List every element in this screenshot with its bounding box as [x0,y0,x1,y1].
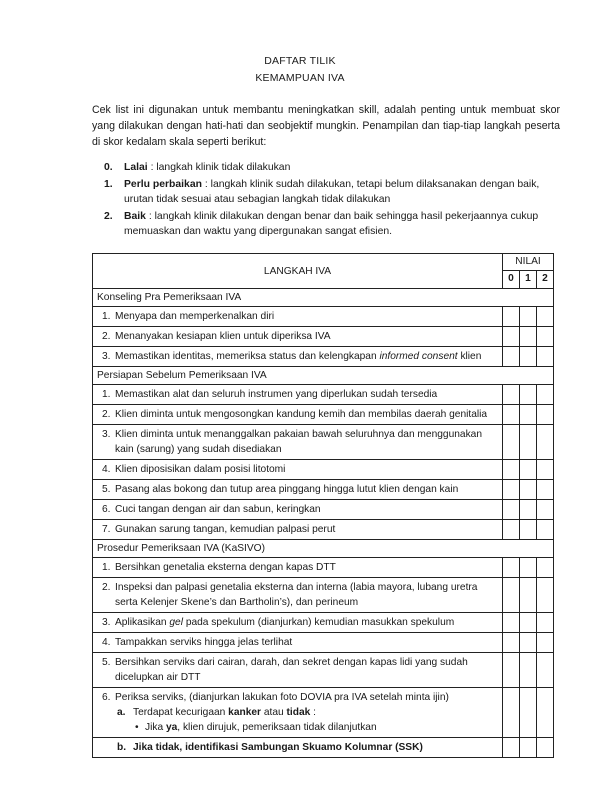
score-cell-1[interactable] [520,480,537,500]
score-cell-0[interactable] [503,578,520,613]
score-cell-0[interactable] [503,327,520,347]
col-header-step: LANGKAH IVA [93,254,503,289]
step-text: Gunakan sarung tangan, kemudian palpasi perut [115,524,336,535]
score-cell-0[interactable] [503,633,520,653]
step-text: Memastikan alat dan seluruh instrumen yang diperlukan sudah tersedia [115,389,438,400]
scale-num: 0. [104,162,113,173]
scale-item-0 [104,160,564,176]
col-header-score: NILAI [503,254,554,271]
step-number: 3. [102,429,111,440]
score-cell-1[interactable] [520,385,537,405]
score-header-0: 0 [503,270,520,288]
doc-title: DAFTAR TILIK [264,55,336,67]
step-text: pada spekulum (dianjurkan) kemudian masukkan spekulum [182,617,455,628]
score-cell-0[interactable] [503,307,520,327]
step-number: 1. [102,562,111,573]
sub-label: a. [117,707,126,718]
bullet-text-bold: ya [165,722,178,733]
section-title: Persiapan Sebelum Pemeriksaan IVA [93,367,554,385]
scale-desc: : langkah klinik sudah dilakukan, tetapi belum dilaksanakan dengan baik, urutan tidak sesuai atau sebagian langkah tidak dilakukan [124,178,540,205]
table-row [93,480,554,500]
step-text-italic: gel [169,617,183,628]
score-cell-1[interactable] [520,613,537,633]
table-row [93,405,554,425]
score-cell-0[interactable] [503,385,520,405]
bullet-text: Jika [145,722,166,733]
step-text: Aplikasikan [115,617,170,628]
score-cell-2[interactable] [537,347,554,367]
step-number: 2. [102,331,111,342]
step-text: Klien diminta untuk menanggalkan pakaian bawah seluruhnya dan menggunakan kain (sarung) yang sudah disediakan [115,429,483,455]
score-cell-0[interactable] [503,500,520,520]
score-cell-2[interactable] [537,500,554,520]
step-text: Bersihkan genetalia eksterna dengan kapas DTT [115,562,336,573]
score-cell-0[interactable] [503,347,520,367]
score-cell-1[interactable] [520,558,537,578]
score-cell-0[interactable] [503,425,520,460]
score-cell-0[interactable] [503,405,520,425]
score-cell-2[interactable] [537,633,554,653]
step-text: Inspeksi dan palpasi genetalia eksterna dan interna (labia mayora, lubang uretra serta Kelenjer Skene’s dan Bartholin’s), dan perineum [115,582,478,608]
step-text: Memastikan identitas, memeriksa status dan kelengkapan [115,351,380,362]
sub-text: Jika tidak, identifikasi Sambungan Skuamo Kolumnar (SSK) [133,742,423,753]
score-cell-2[interactable] [537,653,554,688]
bullet-icon: • [135,722,139,733]
table-row [93,653,554,688]
table-row [93,633,554,653]
section-title: Konseling Pra Pemeriksaan IVA [93,289,554,307]
score-cell-1[interactable] [520,307,537,327]
table-row [93,385,554,405]
table-row [93,327,554,347]
score-header-1: 1 [520,270,537,288]
score-cell-1[interactable] [520,500,537,520]
score-cell-1[interactable] [520,460,537,480]
sub-text: : [310,707,316,718]
step-text: Tampakkan serviks hingga jelas terlihat [115,637,293,648]
score-cell-1[interactable] [520,520,537,540]
score-cell-2[interactable] [537,688,554,738]
table-row [93,500,554,520]
table-row [93,578,554,613]
table-row [93,425,554,460]
step-text: Menyapa dan memperkenalkan diri [115,311,275,322]
score-cell-1[interactable] [520,405,537,425]
score-cell-2[interactable] [537,520,554,540]
scale-desc: : langkah klinik tidak dilakukan [147,162,291,173]
step-number: 6. [102,692,111,703]
score-cell-2[interactable] [537,613,554,633]
score-cell-2[interactable] [537,738,554,758]
step-number: 6. [102,504,111,515]
step-text: Bersihkan serviks dari cairan, darah, dan sekret dengan kapas lidi yang sudah dicelupkan air DTT [115,657,468,683]
score-cell-2[interactable] [537,307,554,327]
score-cell-0[interactable] [503,653,520,688]
score-cell-2[interactable] [537,480,554,500]
score-cell-1[interactable] [520,738,537,758]
table-row [93,347,554,367]
step-text: klien [457,351,482,362]
score-cell-2[interactable] [537,405,554,425]
step-text: Cuci tangan dengan air dan sabun, keringkan [115,504,321,515]
step-number: 1. [102,389,111,400]
scale-num: 2. [104,210,113,222]
step-number: 4. [102,464,111,475]
score-cell-2[interactable] [537,385,554,405]
table-row [93,558,554,578]
step-number: 3. [102,351,111,362]
scoring-scale-list [104,160,564,241]
score-cell-0[interactable] [503,558,520,578]
step-number: 1. [102,311,111,322]
step-number: 7. [102,524,111,535]
scale-term: Baik [124,210,146,222]
table-row [93,460,554,480]
sub-text-bold: kanker [228,707,262,718]
score-cell-2[interactable] [537,425,554,460]
step-number: 2. [102,409,111,420]
section-title: Prosedur Pemeriksaan IVA (KaSIVO) [93,540,554,558]
sub-item-a [115,705,498,720]
table-row [93,688,554,738]
step-number: 5. [102,657,111,668]
doc-subtitle: KEMAMPUAN IVA [255,72,345,84]
step-text: Menanyakan kesiapan klien untuk diperiksa IVA [115,331,331,342]
score-cell-1[interactable] [520,653,537,688]
score-cell-0[interactable] [503,460,520,480]
score-cell-1[interactable] [520,347,537,367]
table-row [93,613,554,633]
score-cell-0[interactable] [503,738,520,758]
bullet-item [115,720,498,735]
score-cell-2[interactable] [537,460,554,480]
score-cell-0[interactable] [503,613,520,633]
sub-text-bold: tidak [286,707,311,718]
step-number: 4. [102,637,111,648]
intro-paragraph: Cek list ini digunakan untuk membantu meningkatkan skill, adalah penting untuk membuat skor yang dilakukan dengan hati-hati dan seobjektif mungkin. Penampilan dan tiap-tiap langkah peserta di skor kedalam skala seperti berikut: [92,104,560,148]
scale-term: Lalai [124,162,148,173]
table-row [93,307,554,327]
step-text-italic: informed consent [379,351,458,362]
sub-label: b. [117,742,127,753]
score-header-2: 2 [537,270,554,288]
score-cell-0[interactable] [503,688,520,738]
sub-text: atau [261,707,287,718]
score-cell-2[interactable] [537,578,554,613]
score-cell-0[interactable] [503,480,520,500]
score-cell-2[interactable] [537,558,554,578]
scale-num: 1. [104,178,113,190]
score-cell-1[interactable] [520,425,537,460]
score-cell-0[interactable] [503,520,520,540]
checklist-table [92,253,554,758]
score-cell-1[interactable] [520,633,537,653]
scale-item-2 [104,209,564,240]
score-cell-2[interactable] [537,327,554,347]
table-row [93,520,554,540]
step-number: 3. [102,617,111,628]
step-number: 2. [102,582,111,593]
step-text: Klien diminta untuk mengosongkan kandung kemih dan membilas daerah genitalia [115,409,488,420]
scale-desc: : langkah klinik dilakukan dengan benar dan baik sehingga hasil pekerjaannya cukup memuaskan dan waktu yang dipergunakan sangat efisien. [124,210,539,237]
step-text: Periksa serviks, (dianjurkan lakukan foto DOVIA pra IVA setelah minta ijin) [115,692,449,703]
sub-item-b [115,740,498,755]
scale-item-1 [104,177,564,208]
table-row [93,738,554,758]
step-text: Pasang alas bokong dan tutup area pinggang hingga lutut klien dengan kain [115,484,459,495]
score-cell-1[interactable] [520,578,537,613]
step-text: Klien diposisikan dalam posisi litotomi [115,464,286,475]
score-cell-1[interactable] [520,688,537,738]
scale-term: Perlu perbaikan [124,178,202,190]
sub-text: Terdapat kecurigaan [133,707,229,718]
bullet-text: , klien dirujuk, pemeriksaan tidak dilanjutkan [177,722,377,733]
step-number: 5. [102,484,111,495]
score-cell-1[interactable] [520,327,537,347]
